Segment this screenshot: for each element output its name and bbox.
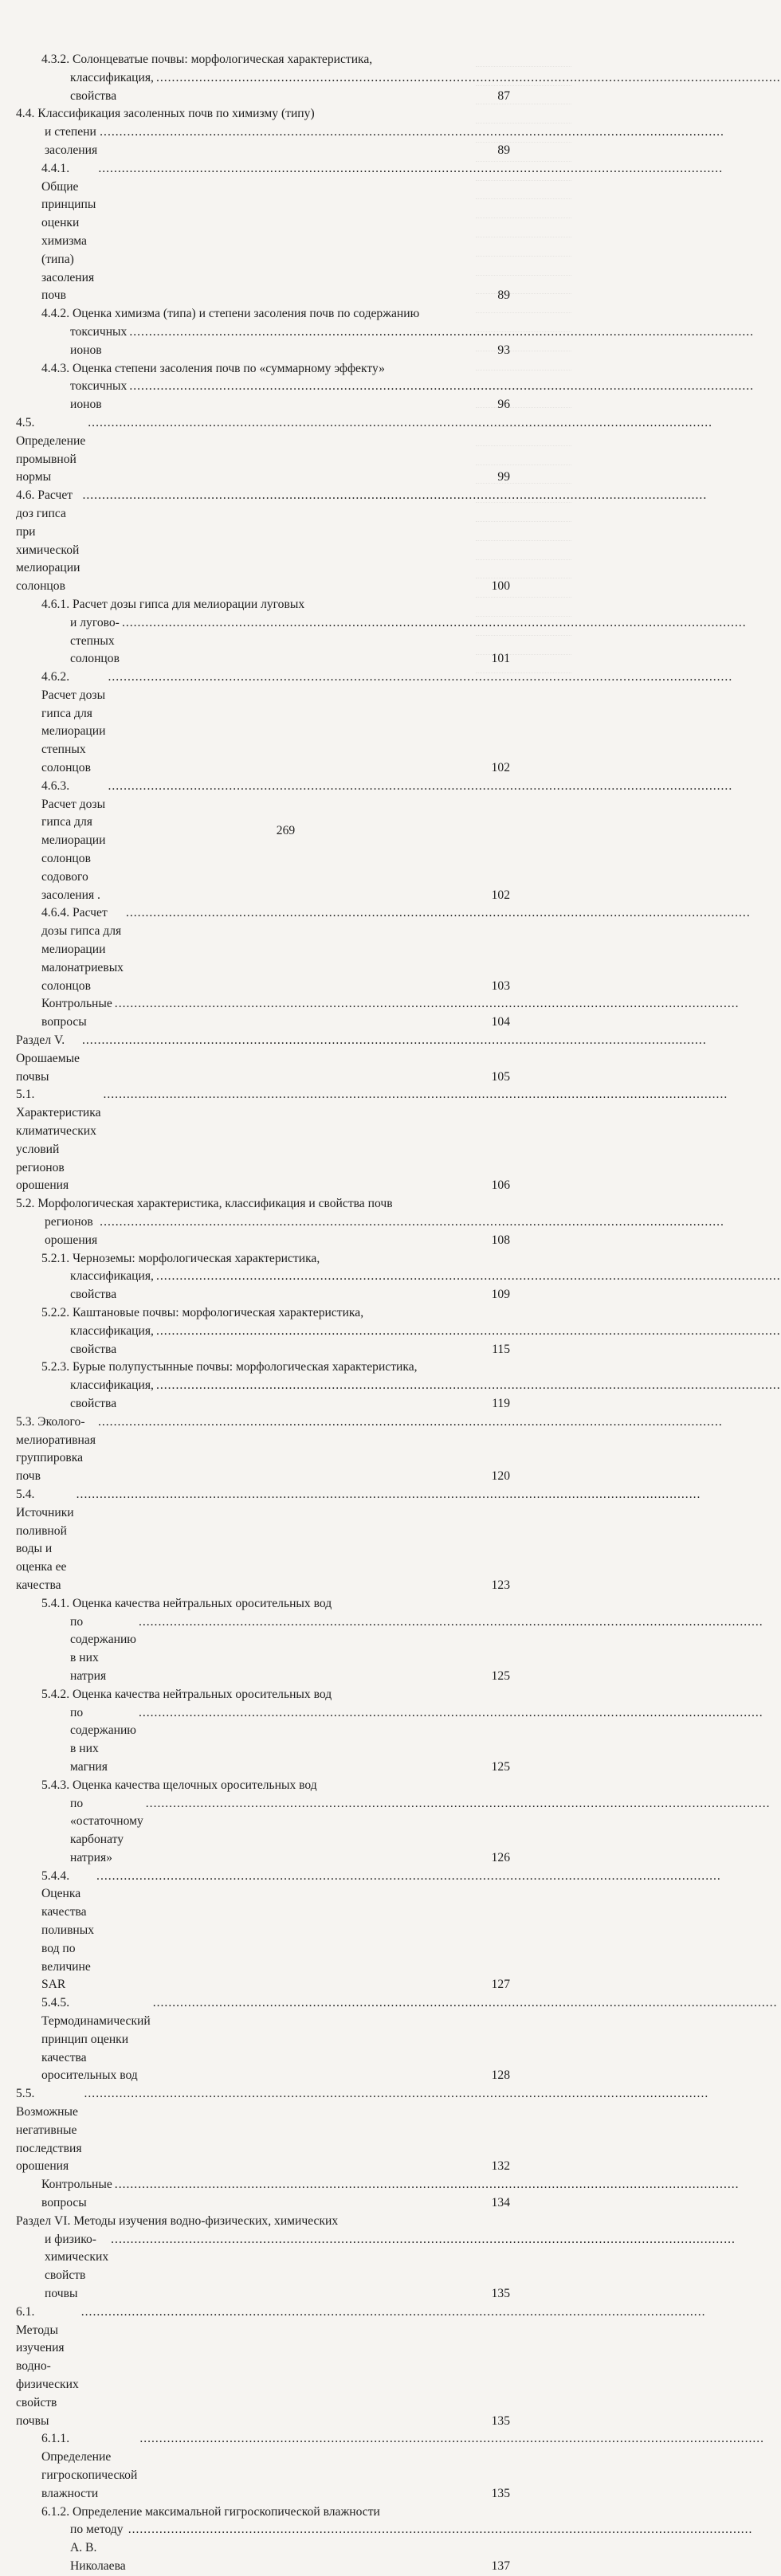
toc-entry-title: по содержанию в них магния bbox=[70, 1705, 136, 1774]
dot-leader bbox=[82, 487, 707, 505]
toc-entry-title: по «остаточному карбонату натрия» bbox=[70, 1796, 143, 1864]
toc-entry-title: Раздел V. Орошаемые почвы bbox=[16, 1033, 80, 1084]
toc-entry-title: 6.1.2. Определение максимальной гигроскопической влажности bbox=[41, 2504, 380, 2519]
toc-entry-title: классификация, свойства bbox=[70, 1323, 154, 1356]
toc-entry bbox=[16, 414, 510, 487]
toc-entry-title: 4.6.2. Расчет дозы гипса для мелиорации степных солонцов bbox=[41, 670, 106, 775]
dot-leader bbox=[96, 1868, 721, 1886]
toc-page-number: 109 bbox=[491, 1288, 510, 1302]
toc-entry bbox=[16, 669, 510, 778]
toc-page-number: 103 bbox=[491, 978, 510, 993]
dot-leader bbox=[98, 1413, 723, 1432]
toc-page-number: 115 bbox=[492, 1342, 510, 1356]
toc-entry bbox=[16, 1359, 510, 1413]
dot-leader bbox=[129, 378, 754, 396]
toc-entry bbox=[16, 360, 510, 414]
toc-entry-title: Контрольные вопросы bbox=[41, 2178, 112, 2210]
toc-entry-title: 5.2.3. Бурые полупустынные почвы: морфологическая характеристика, bbox=[41, 1360, 418, 1374]
toc-entry-title: 4.4. Классификация засоленных почв по химизму (типу) bbox=[16, 107, 315, 121]
toc-entry bbox=[16, 1686, 510, 1777]
toc-entry bbox=[16, 2503, 510, 2576]
toc-entry-title: 4.3.2. Солонцеватые почвы: морфологическая характеристика, bbox=[41, 53, 373, 66]
toc-entry-title: 5.5. Возможные негативные последствия орошения bbox=[16, 2087, 82, 2174]
toc-entry-title: токсичных ионов bbox=[70, 379, 128, 412]
toc-page-number: 108 bbox=[491, 1233, 510, 1247]
toc-entry bbox=[16, 1868, 510, 1995]
toc-entry-title: 5.4.2. Оценка качества нейтральных оросительных вод bbox=[41, 1687, 332, 1701]
toc-entry-title: 4.6.3. Расчет дозы гипса для мелиорации солонцов содового засоления . bbox=[41, 778, 106, 902]
toc-entry-title: 5.2.1. Черноземы: морфологическая характеристика, bbox=[41, 1251, 320, 1265]
toc-entry bbox=[16, 1595, 510, 1686]
toc-entry bbox=[16, 1304, 510, 1359]
toc-entry bbox=[16, 2430, 510, 2503]
toc-entry bbox=[16, 1250, 510, 1304]
dot-leader bbox=[82, 1032, 707, 1050]
dot-leader bbox=[103, 1086, 728, 1104]
toc-page-number: 102 bbox=[491, 761, 510, 775]
toc-entry-title: классификация, свойства bbox=[70, 70, 154, 103]
dot-leader bbox=[111, 2231, 736, 2249]
toc-entry-title: 5.4.4. Оценка качества поливных вод по величине SAR bbox=[41, 1868, 95, 1992]
toc-entry-title: 5.1. Характеристика климатических условий регионов орошения bbox=[16, 1088, 101, 1193]
toc-page-number: 119 bbox=[492, 1396, 510, 1410]
table-of-contents bbox=[16, 51, 510, 2576]
toc-entry-title: 4.6.4. Расчет дозы гипса для мелиорации малонатриевых солонцов bbox=[41, 906, 124, 993]
dot-leader bbox=[108, 778, 732, 796]
toc-page-number: 104 bbox=[491, 1015, 510, 1029]
toc-entry bbox=[16, 160, 510, 305]
toc-page-number: 135 bbox=[491, 2413, 510, 2428]
toc-entry-title: по методу А. В. Николаева bbox=[70, 2523, 126, 2573]
dot-leader bbox=[156, 69, 781, 88]
toc-page-number: 96 bbox=[497, 398, 510, 412]
dot-leader bbox=[126, 904, 751, 923]
toc-page-number: 106 bbox=[491, 1178, 510, 1193]
toc-page-number: 137 bbox=[491, 2558, 510, 2573]
toc-entry bbox=[16, 1413, 510, 1486]
toc-entry bbox=[16, 487, 510, 596]
toc-entry-title: Раздел VI. Методы изучения водно-физических, химических bbox=[16, 2213, 339, 2228]
dot-leader bbox=[129, 323, 754, 342]
toc-entry-title: 4.6. Расчет доз гипса при химической мелиорации солонцов bbox=[16, 488, 80, 594]
dot-leader bbox=[146, 1795, 771, 1813]
dot-leader bbox=[77, 1486, 701, 1504]
toc-entry bbox=[16, 2085, 510, 2176]
dot-leader bbox=[139, 1613, 763, 1632]
dot-leader bbox=[100, 1214, 724, 1232]
toc-entry-title: токсичных ионов bbox=[70, 324, 128, 357]
toc-entry bbox=[16, 904, 510, 995]
toc-entry-title: 5.4.5. Термодинамический принцип оценки качества оросительных вод bbox=[41, 1996, 151, 2083]
toc-entry-title: 5.4. Источники поливной воды и оценка ее качества bbox=[16, 1487, 74, 1592]
toc-entry-title: 4.6.1. Расчет дозы гипса для мелиорации луговых bbox=[41, 597, 305, 611]
toc-page-number: 134 bbox=[491, 2196, 510, 2210]
dot-leader bbox=[128, 2521, 753, 2539]
toc-page-number: 135 bbox=[491, 2486, 510, 2500]
toc-page-number: 125 bbox=[491, 1759, 510, 1774]
toc-entry-title: 4.4.2. Оценка химизма (типа) и степени засоления почв по содержанию bbox=[41, 307, 420, 321]
toc-entry bbox=[16, 305, 510, 359]
dot-leader bbox=[156, 1377, 781, 1395]
toc-entry-title: и степени засоления bbox=[45, 125, 98, 157]
toc-entry bbox=[16, 2176, 510, 2213]
toc-entry bbox=[16, 2304, 510, 2431]
dot-leader bbox=[81, 2304, 706, 2322]
toc-page-number: 125 bbox=[491, 1668, 510, 1683]
toc-entry-title: и лугово-степных солонцов bbox=[70, 615, 120, 666]
toc-entry bbox=[16, 1486, 510, 1595]
toc-entry bbox=[16, 995, 510, 1032]
dot-leader bbox=[98, 160, 723, 178]
dot-leader bbox=[139, 1704, 763, 1723]
dot-leader bbox=[153, 1994, 778, 2013]
dot-leader bbox=[139, 2430, 764, 2449]
page-number: 269 bbox=[276, 824, 296, 837]
toc-page-number: 128 bbox=[491, 2068, 510, 2083]
toc-entry-title: 5.4.1. Оценка качества нейтральных оросительных вод bbox=[41, 1596, 332, 1610]
toc-page-number: 120 bbox=[491, 1469, 510, 1484]
dot-leader bbox=[115, 995, 740, 1014]
toc-page-number: 105 bbox=[491, 1069, 510, 1084]
toc-entry bbox=[16, 1086, 510, 1195]
toc-page-number: 99 bbox=[497, 470, 510, 484]
toc-page-number: 126 bbox=[491, 1850, 510, 1864]
toc-entry bbox=[16, 778, 510, 905]
toc-entry-title: 5.3. Эколого-мелиоративная группировка почв bbox=[16, 1414, 96, 1484]
dot-leader bbox=[156, 1268, 781, 1286]
toc-entry bbox=[16, 105, 510, 159]
toc-page-number: 89 bbox=[497, 288, 510, 303]
dot-leader bbox=[156, 1323, 781, 1341]
toc-page-number: 89 bbox=[497, 143, 510, 157]
toc-entry bbox=[16, 1777, 510, 1868]
toc-page-number: 100 bbox=[491, 579, 510, 594]
toc-entry-title: 4.4.3. Оценка степени засоления почв по «суммарному эффекту» bbox=[41, 361, 385, 375]
toc-page-number: 102 bbox=[491, 888, 510, 902]
toc-page-number: 132 bbox=[491, 2159, 510, 2174]
toc-page-number: 87 bbox=[497, 88, 510, 103]
toc-page-number: 93 bbox=[497, 343, 510, 357]
dot-leader bbox=[122, 614, 747, 633]
toc-entry-title: 6.1.1. Определение гигроскопической влажности bbox=[41, 2432, 138, 2500]
toc-page-number: 127 bbox=[491, 1978, 510, 1992]
dot-leader bbox=[108, 669, 732, 687]
toc-entry-title: 5.2.2. Каштановые почвы: морфологическая характеристика, bbox=[41, 1305, 364, 1319]
toc-entry-title: 6.1. Методы изучения водно-физических свойств почвы bbox=[16, 2304, 79, 2428]
dot-leader bbox=[115, 2176, 740, 2194]
toc-entry-title: 4.5. Определение промывной нормы bbox=[16, 415, 86, 484]
toc-entry-title: классификация, свойства bbox=[70, 1378, 154, 1410]
toc-entry-title: 4.4.1. Общие принципы оценки химизма (типа) засоления почв bbox=[41, 161, 96, 303]
toc-entry bbox=[16, 51, 510, 105]
toc-entry-title: регионов орошения bbox=[45, 1215, 98, 1247]
toc-entry bbox=[16, 1994, 510, 2085]
toc-entry-title: по содержанию в них натрия bbox=[70, 1614, 136, 1683]
toc-entry-title: Контрольные вопросы bbox=[41, 997, 112, 1029]
toc-page-number: 135 bbox=[491, 2287, 510, 2301]
dot-leader bbox=[88, 414, 712, 433]
toc-page-number: 123 bbox=[491, 1578, 510, 1592]
toc-page-number: 101 bbox=[491, 652, 510, 666]
dot-leader bbox=[100, 124, 724, 142]
toc-entry bbox=[16, 2213, 510, 2304]
toc-entry-title: классификация, свойства bbox=[70, 1269, 154, 1302]
toc-entry-title: 5.2. Морфологическая характеристика, классификация и свойства почв bbox=[16, 1197, 393, 1211]
toc-entry bbox=[16, 1195, 510, 1249]
toc-entry bbox=[16, 1032, 510, 1086]
dot-leader bbox=[84, 2085, 709, 2104]
toc-entry-title: 5.4.3. Оценка качества щелочных оросительных вод bbox=[41, 1778, 317, 1792]
toc-entry-title: и физико-химических свойств почвы bbox=[45, 2232, 109, 2301]
toc-entry bbox=[16, 596, 510, 669]
